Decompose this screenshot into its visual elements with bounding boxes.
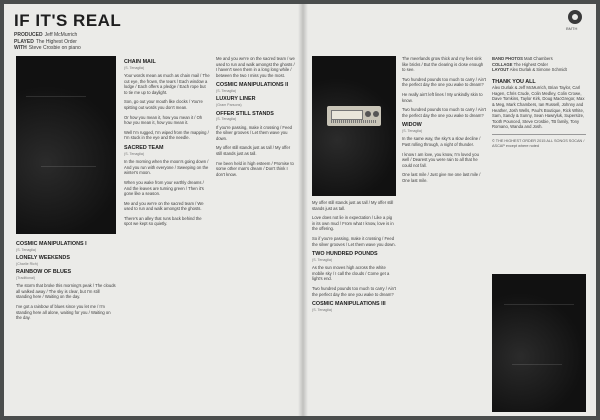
design-credit: LAYOUT Alex Durlak & Simone Schmidt (492, 67, 567, 73)
song-title: LUXURY LINER (216, 96, 256, 103)
design-credit: BAND PHOTOS Matt Chambers (492, 56, 553, 61)
lyric-paragraph: When you wake from your earthly dreams / And the leaves are turning green / Then it's gone like a season. (124, 179, 204, 197)
column-4 (312, 200, 396, 412)
song-title: OFFER STILL STANDS (216, 110, 274, 117)
lyric-paragraph: Love does not lie in expectation / Like a pig in its own mud / From what I know, love is in the offering. (312, 215, 394, 232)
song-title: COSMIC MANIPULATIONS II (216, 82, 289, 89)
song-author: (Charlie Rich) (16, 261, 38, 266)
song-author: (S. Tenaglia) (16, 247, 37, 252)
label-logo-text: BMTH (566, 26, 578, 31)
column-2 (124, 56, 210, 412)
album-title: IF IT'S REAL (14, 11, 122, 30)
song-title: SACRED TEAM (124, 145, 164, 152)
song-title: RAINBOW OF BLUES (16, 269, 72, 276)
band-photo-right (492, 274, 586, 412)
lyric-paragraph: I've got a rainbow of blues since you let me / I'm standing here all alone, waiting for you / Waiting on the day. (16, 304, 111, 321)
copyright-note: © THE HIGHEST ORDER 2015 ALL SONGS SOCAN / ASCAP except where noted (492, 139, 585, 149)
song-author: (S. Tenaglia) (216, 88, 237, 93)
booklet-spread (4, 4, 596, 416)
radio-knob-icon (365, 111, 371, 117)
lyric-paragraph: The storm that broke this morning's peak / The clouds all walked away / The sky is clear, but I'm still standing here / Waiting on the day. (16, 283, 116, 300)
lyric-paragraph: Son, go out your mouth like clocks / You're spitting out words you don't mean. (124, 99, 203, 111)
column-1 (16, 238, 116, 410)
lyric-paragraph: In the same way, the sky's a slow decline / Past rolling through, a night of thunder. (402, 136, 481, 148)
radio-knob-icon (373, 111, 379, 117)
lyric-paragraph: I've been held in high esteem / Promise to some other man's dream / Don't think I don't know. (216, 160, 294, 177)
lyric-paragraph: There's an alley that runs back behind the spot we kept so quietly. (124, 215, 202, 227)
song-author: (S. Tenaglia) (124, 151, 145, 156)
credits-block (14, 32, 81, 52)
lyric-paragraph: Two hundred pounds too much to carry / Ain't the perfect day the one you wake to dream? (312, 286, 396, 297)
radio-object (327, 106, 381, 126)
thanks-heading: THANK YOU ALL (492, 78, 536, 85)
lyric-paragraph: Your words mean as much as chain mail / The cut eye, the frown, the tears / Each window a lodge / Each offers a pledge / Each rope but to tie me up to daylight. (124, 73, 210, 95)
lyric-paragraph: The meerlands grow thick and my feet sink like bricks / But the clearing is close enough to see. (402, 56, 484, 73)
lyric-paragraph: Well I'm rugged, I'm wiped from the mapping / I'm stuck in the eye and the needle. (124, 129, 209, 141)
song-author: (S. Tenaglia) (216, 117, 237, 122)
song-title: LONELY WEEKENDS (16, 255, 70, 262)
credit-line: PRODUCED Jeff McMurrich (14, 32, 78, 38)
column-5 (402, 56, 486, 412)
lyric-paragraph: He really ain't left lines / My unkindly skin to know. (402, 91, 483, 103)
lyric-paragraph: My offer still stands just as tall / My offer still stands just as tall. (216, 145, 291, 157)
band-photo-left (16, 56, 116, 234)
song-author: (S. Tenaglia) (402, 128, 423, 133)
lyric-paragraph: One last mile / Just give me one last mile / One last mile. (402, 172, 481, 183)
credit-line: WITH Steve Crosbie on piano (14, 45, 81, 51)
lyric-paragraph: Me and you we're on the sacred team / we used to run and walk amongst the ghosts / I haven't seen them in a long long while / between the two I miss you the most. (216, 56, 295, 78)
credit-line: PLAYED The Highest Order (14, 38, 77, 45)
photo-streak (504, 304, 574, 305)
photo-streak (41, 166, 96, 167)
song-title: TWO HUNDRED POUNDS (312, 251, 378, 258)
song-title: CHAIN MAIL (124, 59, 156, 65)
lyric-paragraph: If you're passing, make it crossing / Feed the silver grooves / Let them wave you down. (216, 124, 292, 141)
lyric-paragraph: I know I am love, you know, I'm loved you well / Dearest you were rain to all that he could not fall. (402, 151, 479, 168)
radio-grille (331, 120, 377, 123)
divider (492, 134, 586, 135)
thanks-paragraph: Alex Durlak & Jeff McMurrich, Brian Taylor, Carl Hagen, Chris Crude, Colin Medley, Colin Crowe, Dave Tomkins, Taylor Kirk, Doug MacGregor, Max & Meg, Mark Chambers, Ian Russell, Johnny and Heather, Josh Wells, Paul's Boutique, Rick White, Sam, Sandy & Sunny, Sean Hawryluk, Supersize, Tooth Pounced, Steve Crosbie, TB family, Tony Romano, Wanda and Josh. (492, 85, 585, 130)
photo-streak (512, 364, 562, 365)
song-title: COSMIC MANIPULATIONS III (312, 301, 386, 308)
lyric-paragraph: My offer still stands just as tall / My offer still stands just as tall. (312, 200, 394, 211)
song-author: (Gram Parsons) (216, 102, 242, 107)
label-logo-icon (568, 10, 582, 24)
song-author: (S. Tenaglia) (312, 307, 333, 312)
song-title: COSMIC MANIPULATIONS I (16, 241, 87, 247)
song-title: WIDOW (402, 122, 422, 129)
lyric-paragraph: Two hundred pounds too much to carry / Ain't the perfect day the one you wake to dream? (402, 76, 486, 88)
song-author: (S. Tenaglia) (124, 65, 145, 70)
song-author: (Traditional) (16, 275, 36, 280)
lyric-paragraph: Or how you mean it, how you mean it / Oh how you mean it, how you mean it. (124, 114, 203, 126)
photo-streak (26, 96, 86, 97)
lyric-paragraph: Two hundred pounds too much to carry / Ain't the perfect day the one you wake to dream? (402, 107, 486, 118)
lyric-paragraph: So if you're passing, make it crossing / Feed the silver grooves / Let them wave you down. (312, 235, 396, 247)
column-3 (216, 56, 296, 412)
lyric-paragraph: As the sun moves high across the white mobile sky / I call the clouds / Come get a light's end. (312, 265, 390, 282)
song-author: (S. Tenaglia) (312, 257, 333, 262)
center-fold (298, 4, 308, 416)
design-credit: COLLAGE The Highest Order (492, 61, 549, 67)
radio-photo (312, 56, 396, 196)
lyric-paragraph: Me and you we're on the sacred team / We used to run and walk amongst the ghosts. (124, 200, 204, 212)
radio-dial (331, 110, 363, 120)
lyric-paragraph: In the morning when the moon's going down / And you run with everyone / Sweeping on the winter's moon. (124, 159, 209, 176)
